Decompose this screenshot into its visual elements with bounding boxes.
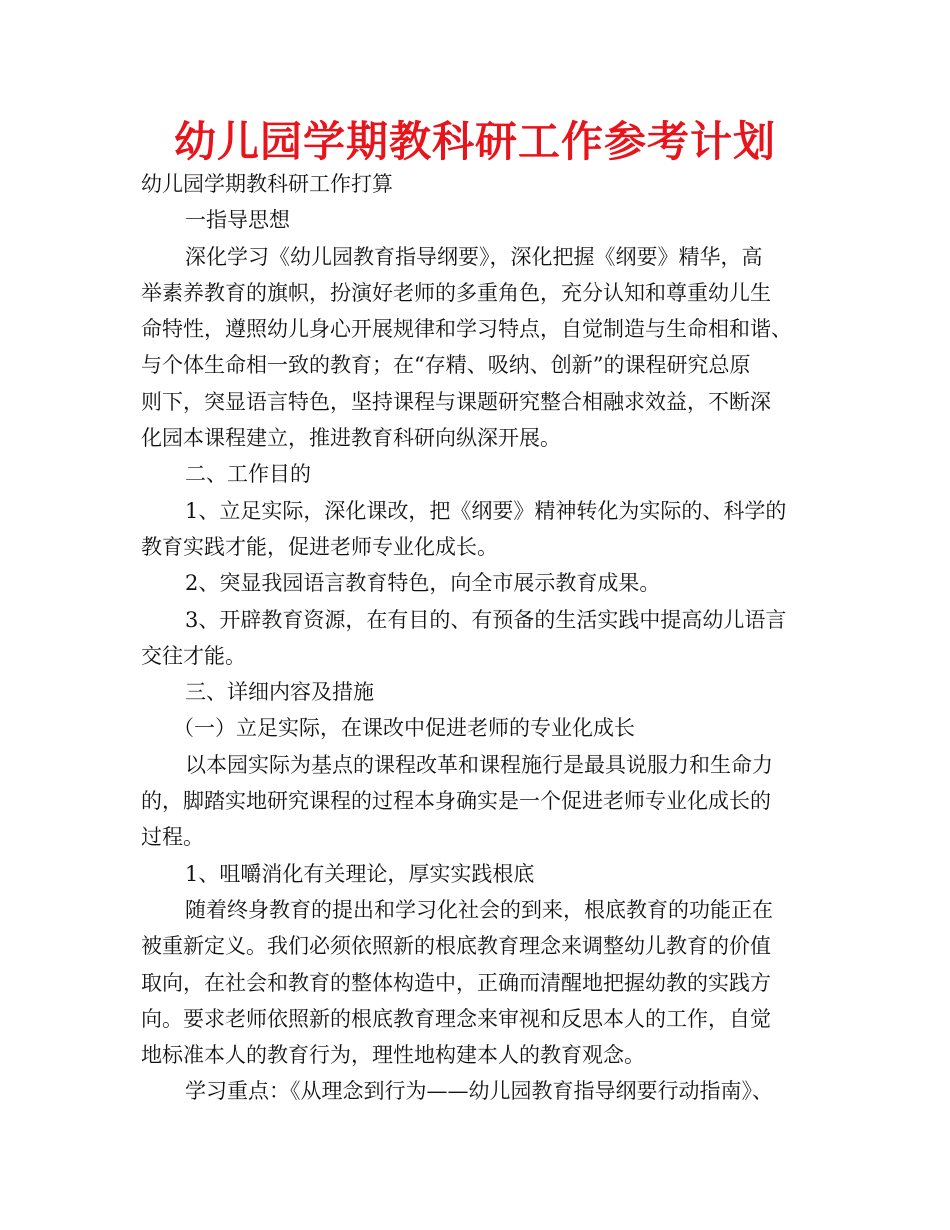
- paragraph-line: 以本园实际为基点的课程改革和课程施行是最具说服力和生命力: [185, 752, 773, 777]
- paragraph-line: 的，脚踏实地研究课程的过程本身确实是一个促进老师专业化成长的: [141, 789, 771, 814]
- list-item-line: 1、立足实际，深化课改，把《纲要》精神转化为实际的、科学的: [185, 498, 787, 523]
- section-heading: 三、详细内容及措施: [185, 680, 374, 705]
- paragraph-line: 化园本课程建立，推进教育科研向纵深开展。: [141, 426, 561, 451]
- subsection-heading: （一）立足实际，在课改中促进老师的专业化成长: [173, 716, 635, 741]
- paragraph-line: 举素养教育的旗帜，扮演好老师的多重角色，充分认知和尊重幼儿生: [141, 280, 771, 305]
- subsection-heading: 1、咀嚼消化有关理论，厚实实践根底: [185, 861, 535, 886]
- list-item-line: 2、突显我园语言教育特色，向全市展示教育成果。: [185, 571, 661, 596]
- document-title: 幼儿园学期教科研工作参考计划: [173, 117, 776, 166]
- paragraph-line: 与个体生命相一致的教育；在“存精、吸纳、创新”的课程研究总原: [141, 353, 751, 378]
- paragraph-line: 学习重点：《从理念到行为——幼儿园教育指导纲要行动指南》、: [185, 1079, 773, 1104]
- list-item-line: 3、开辟教育资源，在有目的、有预备的生活实践中提高幼儿语言: [185, 607, 787, 632]
- paragraph-line: 被重新定义。我们必须依照新的根底教育理念来调整幼儿教育的价值: [141, 934, 771, 959]
- subtitle-line: 幼儿园学期教科研工作打算: [141, 172, 393, 196]
- paragraph-line: 向。要求老师依照新的根底教育理念来审视和反思本人的工作，自觉: [141, 1006, 771, 1031]
- list-item-line: 教育实践才能，促进老师专业化成长。: [141, 534, 498, 559]
- paragraph-line: 随着终身教育的提出和学习化社会的到来，根底教育的功能正在: [185, 897, 773, 922]
- paragraph-line: 深化学习《幼儿园教育指导纲要》，深化把握《纲要》精华，高: [185, 244, 763, 269]
- paragraph-line: 过程。: [141, 825, 204, 850]
- paragraph-line: 地标准本人的教育行为，理性地构建本人的教育观念。: [141, 1043, 645, 1068]
- paragraph-line: 则下，突显语言特色，坚持课程与课题研究整合相融求效益，不断深: [141, 389, 771, 414]
- section-heading: 一指导思想: [185, 208, 290, 233]
- list-item-line: 交往才能。: [141, 643, 246, 668]
- document-body: [141, 166, 831, 1110]
- paragraph-line: 命特性，遵照幼儿身心开展规律和学习特点，自觉制造与生命相和谐、: [141, 317, 792, 342]
- section-heading: 二、工作目的: [185, 462, 311, 487]
- paragraph-line: 取向，在社会和教育的整体构造中，正确而清醒地把握幼教的实践方: [141, 970, 771, 995]
